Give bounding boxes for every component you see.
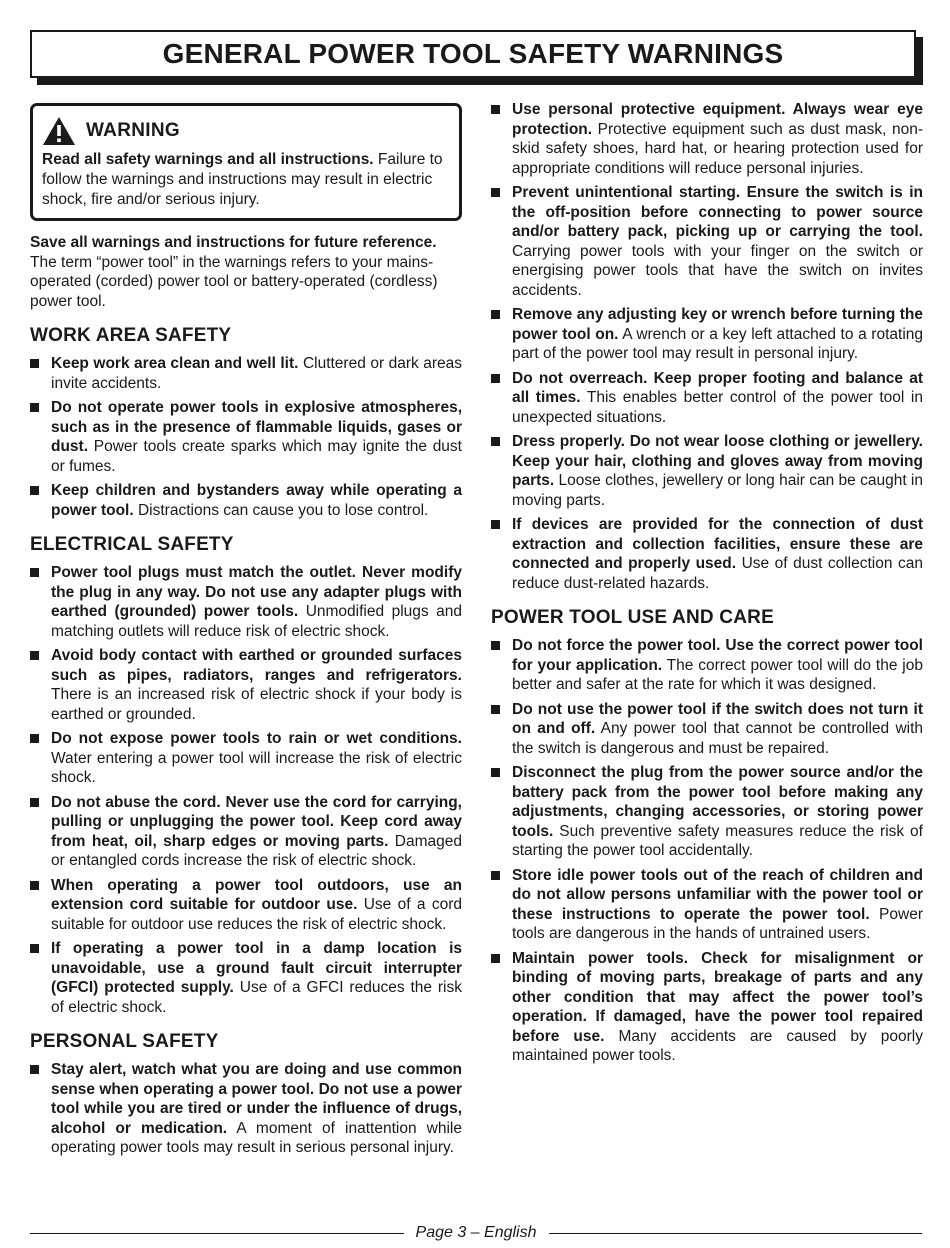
list-item bbox=[30, 563, 462, 641]
list-item bbox=[30, 354, 462, 393]
warning-text bbox=[42, 150, 449, 210]
bullet-square-icon bbox=[30, 944, 39, 953]
list-item bbox=[491, 763, 923, 861]
bullet-square-icon bbox=[491, 374, 500, 383]
bullet-square-icon bbox=[491, 768, 500, 777]
warning-header bbox=[42, 114, 449, 148]
list-item bbox=[491, 305, 923, 364]
item-bold-text: Keep children and bystanders away while operating a power tool. bbox=[51, 482, 462, 519]
list-item bbox=[491, 949, 923, 1066]
item-bold-text: Avoid body contact with earthed or grounded surfaces such as pipes, radiators, ranges and refrigerators. bbox=[51, 647, 462, 684]
item-text: Use of a cord suitable for outdoor use reduces the risk of electric shock. bbox=[51, 896, 462, 933]
item-text: Such preventive safety measures reduce the risk of starting the power tool accidentally. bbox=[512, 822, 923, 859]
list-item bbox=[491, 369, 923, 428]
item-text: Protective equipment such as dust mask, non-skid safety shoes, hard hat, or hearing protection used for appropriate conditions will reduce personal injuries. bbox=[512, 120, 923, 177]
item-text: Damaged or entangled cords increase the risk of electric shock. bbox=[51, 832, 462, 869]
list-item bbox=[491, 183, 923, 300]
bullet-square-icon bbox=[30, 734, 39, 743]
bullet-square-icon bbox=[30, 403, 39, 412]
item-bold-text: Disconnect the plug from the power source and/or the battery pack from the power tool before making any adjustments, changing accessories, or storing power tools. bbox=[512, 764, 923, 840]
bullet-square-icon bbox=[491, 105, 500, 114]
section-heading-electrical: ELECTRICAL SAFETY bbox=[30, 534, 234, 555]
item-text: A wrench or a key left attached to a rotating part of the power tool may result in personal injury. bbox=[512, 325, 923, 362]
item-text: There is an increased risk of electric shock if your body is earthed or grounded. bbox=[51, 686, 462, 723]
electrical-list bbox=[30, 563, 462, 1017]
list-item bbox=[491, 100, 923, 178]
warning-bold: Read all safety warnings and all instructions. bbox=[42, 151, 374, 168]
item-text: Power tools are dangerous in the hands of untrained users. bbox=[512, 905, 923, 942]
item-text: Power tools create sparks which may ignite the dust or fumes. bbox=[51, 438, 462, 475]
personal-list-right bbox=[491, 100, 923, 593]
bullet-square-icon bbox=[491, 641, 500, 650]
list-item bbox=[491, 515, 923, 593]
list-item bbox=[30, 939, 462, 1017]
item-bold-text: Do not force the power tool. Use the correct power tool for your application. bbox=[512, 637, 923, 674]
list-item bbox=[30, 481, 462, 520]
list-item bbox=[491, 700, 923, 759]
personal-list-left bbox=[30, 1060, 462, 1158]
item-text: Carrying power tools with your finger on the switch or energising power tools that have the switch on invites accidents. bbox=[512, 242, 923, 299]
item-text: Water entering a power tool will increase the risk of electric shock. bbox=[51, 749, 462, 786]
bullet-square-icon bbox=[30, 359, 39, 368]
list-item bbox=[30, 1060, 462, 1158]
bullet-square-icon bbox=[30, 651, 39, 660]
list-item bbox=[30, 729, 462, 788]
item-bold-text: Power tool plugs must match the outlet. Never modify the plug in any way. Do not use any adapter plugs with earthed (grounded) power tools. bbox=[51, 564, 462, 620]
list-item bbox=[491, 866, 923, 944]
item-bold-text: Do not abuse the cord. Never use the cord for carrying, pulling or unplugging the power tool. Keep cord away from heat, oil, sharp edges or moving parts. bbox=[51, 793, 462, 850]
list-item bbox=[30, 646, 462, 724]
item-bold-text: Do not expose power tools to rain or wet conditions. bbox=[51, 730, 462, 747]
list-item bbox=[491, 636, 923, 695]
item-bold-text: Stay alert, watch what you are doing and use common sense when operating a power tool. Do not use a power tool while you are tired or under the influence of drugs, alcohol or medication. bbox=[51, 1061, 462, 1137]
bullet-square-icon bbox=[491, 437, 500, 446]
section-heading-personal: PERSONAL SAFETY bbox=[30, 1031, 219, 1052]
item-text: A moment of inattention while operating power tools may result in serious personal injury. bbox=[51, 1119, 462, 1156]
bullet-square-icon bbox=[491, 954, 500, 963]
section-heading-use-care: POWER TOOL USE AND CARE bbox=[491, 607, 774, 628]
right-column bbox=[491, 100, 923, 1071]
item-text: Use of a GFCI reduces the risk of electric shock. bbox=[51, 979, 462, 1016]
item-bold-text: Maintain power tools. Check for misalignment or binding of moving parts, breakage of parts and any other condition that may affect the power tool’s operation. If damaged, have the power tool repaired before use. bbox=[512, 949, 923, 1045]
left-column bbox=[30, 100, 462, 1163]
item-text: Many accidents are caused by poorly maintained power tools. bbox=[512, 1027, 923, 1064]
intro-paragraph bbox=[30, 233, 462, 311]
intro-rest: The term “power tool” in the warnings refers to your mains-operated (corded) power tool or battery-operated (cordless) power tool. bbox=[30, 253, 438, 310]
item-text: Unmodified plugs and matching outlets will reduce risk of electric shock. bbox=[51, 603, 462, 640]
item-text: Distractions can cause you to lose control. bbox=[133, 501, 429, 519]
intro-bold: Save all warnings and instructions for future reference. bbox=[30, 234, 437, 251]
item-text: Use of dust collection can reduce dust-related hazards. bbox=[512, 555, 923, 592]
bullet-square-icon bbox=[491, 705, 500, 714]
item-bold-text: Remove any adjusting key or wrench before turning the power tool on. bbox=[512, 306, 923, 343]
warning-heading: WARNING bbox=[86, 120, 180, 141]
bullet-square-icon bbox=[30, 568, 39, 577]
work-area-list bbox=[30, 354, 462, 520]
item-bold-text: Do not overreach. Keep proper footing and balance at all times. bbox=[512, 369, 923, 406]
bullet-square-icon bbox=[30, 486, 39, 495]
bullet-square-icon bbox=[491, 871, 500, 880]
item-text: Any power tool that cannot be controlled with the switch is dangerous and must be repaired. bbox=[512, 720, 924, 757]
list-item bbox=[30, 398, 462, 476]
footer-rule-right bbox=[549, 1233, 923, 1234]
section-heading-work-area: WORK AREA SAFETY bbox=[30, 325, 232, 346]
item-text: Cluttered or dark areas invite accidents. bbox=[51, 355, 462, 392]
list-item bbox=[491, 432, 923, 510]
warning-rest: Failure to follow the warnings and instructions may result in electric shock, fire and/or serious injury. bbox=[42, 151, 443, 208]
item-bold-text: If operating a power tool in a damp location is unavoidable, use a ground fault circuit interrupter (GFCI) protected supply. bbox=[51, 940, 462, 996]
list-item bbox=[30, 793, 462, 871]
bullet-square-icon bbox=[30, 881, 39, 890]
bullet-square-icon bbox=[491, 520, 500, 529]
item-bold-text: Do not use the power tool if the switch does not turn it on and off. bbox=[512, 700, 923, 737]
item-bold-text: Do not operate power tools in explosive atmospheres, such as in the presence of flammable liquids, gases or dust. bbox=[51, 399, 462, 455]
item-text: Loose clothes, jewellery or long hair can be caught in moving parts. bbox=[512, 472, 923, 509]
item-text: This enables better control of the power tool in unexpected situations. bbox=[512, 389, 923, 426]
item-bold-text: Use personal protective equipment. Always wear eye protection. bbox=[512, 101, 923, 138]
item-bold-text: Keep work area clean and well lit. bbox=[51, 355, 299, 372]
warning-triangle-icon bbox=[42, 116, 76, 146]
bullet-square-icon bbox=[30, 798, 39, 807]
page-number: Page 3 – English bbox=[415, 1224, 537, 1241]
title-banner bbox=[30, 30, 916, 78]
list-item bbox=[30, 876, 462, 935]
item-text: The correct power tool will do the job better and safer at the rate for which it was designed. bbox=[512, 656, 923, 693]
item-bold-text: When operating a power tool outdoors, use an extension cord suitable for outdoor use. bbox=[51, 876, 462, 913]
item-bold-text: Store idle power tools out of the reach of children and do not allow persons unfamiliar with the power tool or these instructions to operate the power tool. bbox=[512, 866, 923, 923]
item-bold-text: Prevent unintentional starting. Ensure the switch is in the off-position before connecting to power source and/or battery pack, picking up or carrying the tool. bbox=[512, 184, 923, 240]
warning-box bbox=[30, 103, 462, 221]
item-bold-text: Dress properly. Do not wear loose clothing or jewellery. Keep your hair, clothing and gloves away from moving parts. bbox=[512, 433, 923, 489]
footer-rule-left bbox=[30, 1233, 404, 1234]
item-bold-text: If devices are provided for the connection of dust extraction and collection facilities, ensure these are connected and properly used. bbox=[512, 516, 923, 572]
page-title: GENERAL POWER TOOL SAFETY WARNINGS bbox=[162, 38, 784, 69]
bullet-square-icon bbox=[491, 310, 500, 319]
bullet-square-icon bbox=[30, 1065, 39, 1074]
use-care-list bbox=[491, 636, 923, 1066]
page-footer bbox=[30, 1222, 922, 1244]
bullet-square-icon bbox=[491, 188, 500, 197]
